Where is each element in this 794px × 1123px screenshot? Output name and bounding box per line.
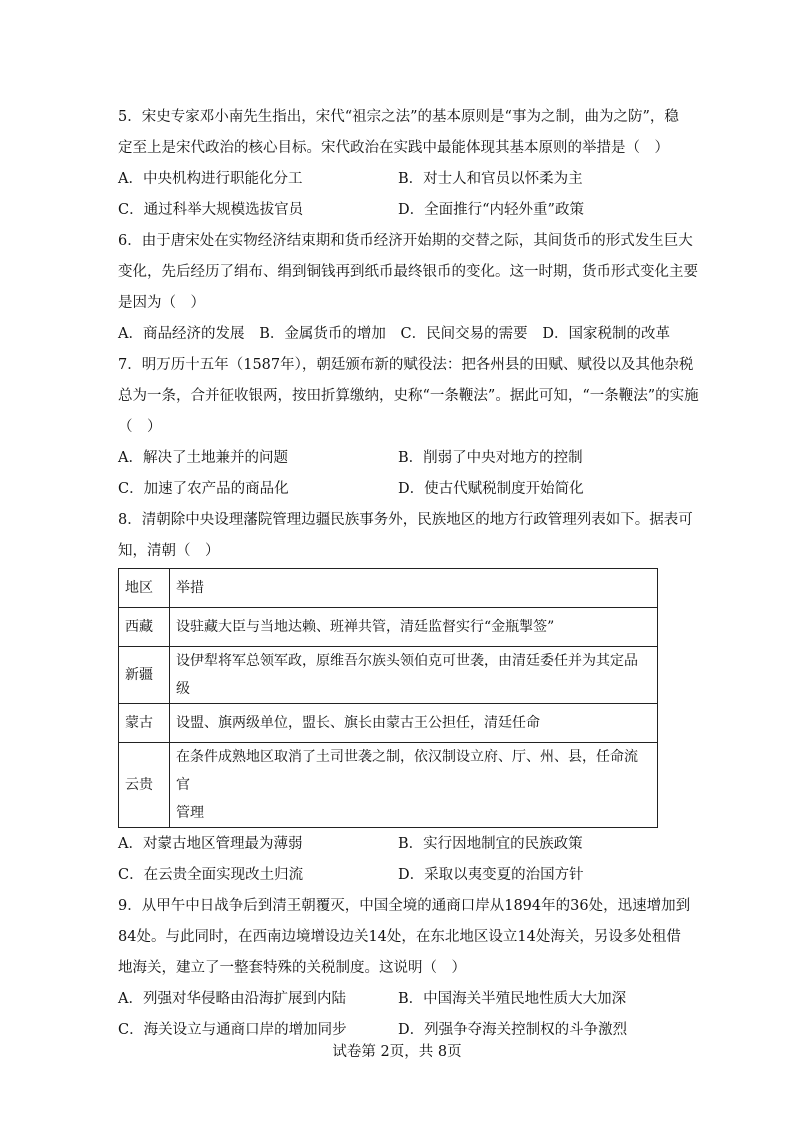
- q6-stem-line-3: 是因为（ ）: [118, 295, 205, 311]
- q5-option-c: C．通过科举大规模选拔官员: [118, 202, 304, 218]
- q8-stem-line-2: 知，清朝（ ）: [118, 543, 220, 559]
- q7-option-b: B．削弱了中央对地方的控制: [398, 450, 583, 466]
- table-cell-region: 云贵: [119, 743, 170, 828]
- q6-stem-line-1: 6．由于唐宋处在实物经济结束期和货币经济开始期的交替之际，其间货币的形式发生巨大: [118, 233, 693, 249]
- table-row: [119, 743, 658, 828]
- q7-option-c: C．加速了农产品的商品化: [118, 481, 289, 497]
- q6-option-c: C．民间交易的需要: [400, 326, 528, 342]
- question-9: [118, 891, 691, 1046]
- table-cell-region: 蒙古: [119, 704, 170, 743]
- table-header-region: 地区: [119, 569, 170, 608]
- question-7: [118, 350, 699, 505]
- q7-stem-line-3: （ ）: [118, 419, 162, 435]
- q5-option-d: D．全面推行“内轻外重”政策: [398, 202, 584, 218]
- table-cell-measure-line-1: 在条件成熟地区取消了土司世袭之制，依汉制设立府、厅、州、县，任命流官: [176, 749, 638, 793]
- table-cell-measure: 设伊犁将军总领军政，原维吾尔族头领伯克可世袭，由清廷委任并为其定品级: [170, 647, 658, 704]
- q7-stem-line-1: 7．明万历十五年（1587年），朝廷颁布新的赋役法：把各州县的田赋、赋役以及其他杂税: [118, 357, 694, 373]
- q6-option-d: D．国家税制的改革: [542, 326, 670, 342]
- q6-stem-line-2: 变化，先后经历了绢布、绢到铜钱再到纸币最终银币的变化。这一时期，货币形式变化主要: [118, 264, 698, 280]
- q8-option-a: A．对蒙古地区管理最为薄弱: [118, 836, 303, 852]
- q5-stem-line-1: 5．宋史专家邓小南先生指出，宋代“祖宗之法”的基本原则是“事为之制，曲为之防”，稳: [118, 109, 679, 125]
- q9-stem-line-2: 84处。与此同时，在西南边境增设边关14处，在东北地区设立14处海关，另设多处租借: [118, 929, 681, 945]
- q7-stem-line-2: 总为一条，合并征收银两，按田折算缴纳，史称“一条鞭法”。据此可知，“一条鞭法”的实施: [118, 388, 699, 404]
- page-footer: 试卷第 2页，共 8页: [332, 1044, 462, 1060]
- q9-option-d: D．列强争夺海关控制权的斗争激烈: [398, 1022, 628, 1038]
- q5-option-b: B．对士人和官员以怀柔为主: [398, 171, 583, 187]
- table-header-measure: 举措: [170, 569, 658, 608]
- table-header-row: [119, 569, 658, 608]
- q7-option-d: D．使古代赋税制度开始简化: [398, 481, 584, 497]
- table-row: [119, 647, 658, 704]
- table-cell-measure: [170, 743, 658, 828]
- question-5: [118, 102, 678, 226]
- table-cell-measure: 设盟、旗两级单位，盟长、旗长由蒙古王公担任，清廷任命: [170, 704, 658, 743]
- table-cell-measure-line-2: 管理: [176, 805, 204, 821]
- table-cell-region: 西藏: [119, 608, 170, 647]
- q8-option-b: B．实行因地制宜的民族政策: [398, 836, 583, 852]
- q8-option-d: D．采取以夷变夏的治国方针: [398, 867, 584, 883]
- table-row: [119, 608, 658, 647]
- q8-option-c: C．在云贵全面实现改土归流: [118, 867, 304, 883]
- table-cell-measure: 设驻藏大臣与当地达赖、班禅共管，清廷监督实行“金瓶掣签”: [170, 608, 658, 647]
- table-cell-region: 新疆: [119, 647, 170, 704]
- q5-option-a: A．中央机构进行职能化分工: [118, 171, 303, 187]
- q9-stem-line-3: 地海关，建立了一整套特殊的关税制度。这说明（ ）: [118, 960, 466, 976]
- q8-stem-line-1: 8．清朝除中央设理藩院管理边疆民族事务外，民族地区的地方行政管理列表如下。据表可: [118, 512, 693, 528]
- q9-option-a: A．列强对华侵略由沿海扩展到内陆: [118, 991, 346, 1007]
- q7-option-a: A．解决了土地兼并的问题: [118, 450, 288, 466]
- table-row: [119, 704, 658, 743]
- q9-stem-line-1: 9．从甲午中日战争后到清王朝覆灭，中国全境的通商口岸从1894年的36处，迅速增加到: [118, 898, 691, 914]
- exam-page: [118, 102, 699, 1046]
- q5-stem-line-2: 定至上是宋代政治的核心目标。宋代政治在实践中最能体现其基本原则的举措是（ ）: [118, 140, 669, 156]
- q6-option-b: B．金属货币的增加: [259, 326, 386, 342]
- q9-option-b: B．中国海关半殖民地性质大大加深: [398, 991, 627, 1007]
- question-8: [118, 505, 693, 891]
- q8-region-table: [118, 568, 658, 828]
- q6-option-a: A．商品经济的发展: [118, 326, 245, 342]
- q9-option-c: C．海关设立与通商口岸的增加同步: [118, 1022, 347, 1038]
- question-6: [118, 226, 698, 350]
